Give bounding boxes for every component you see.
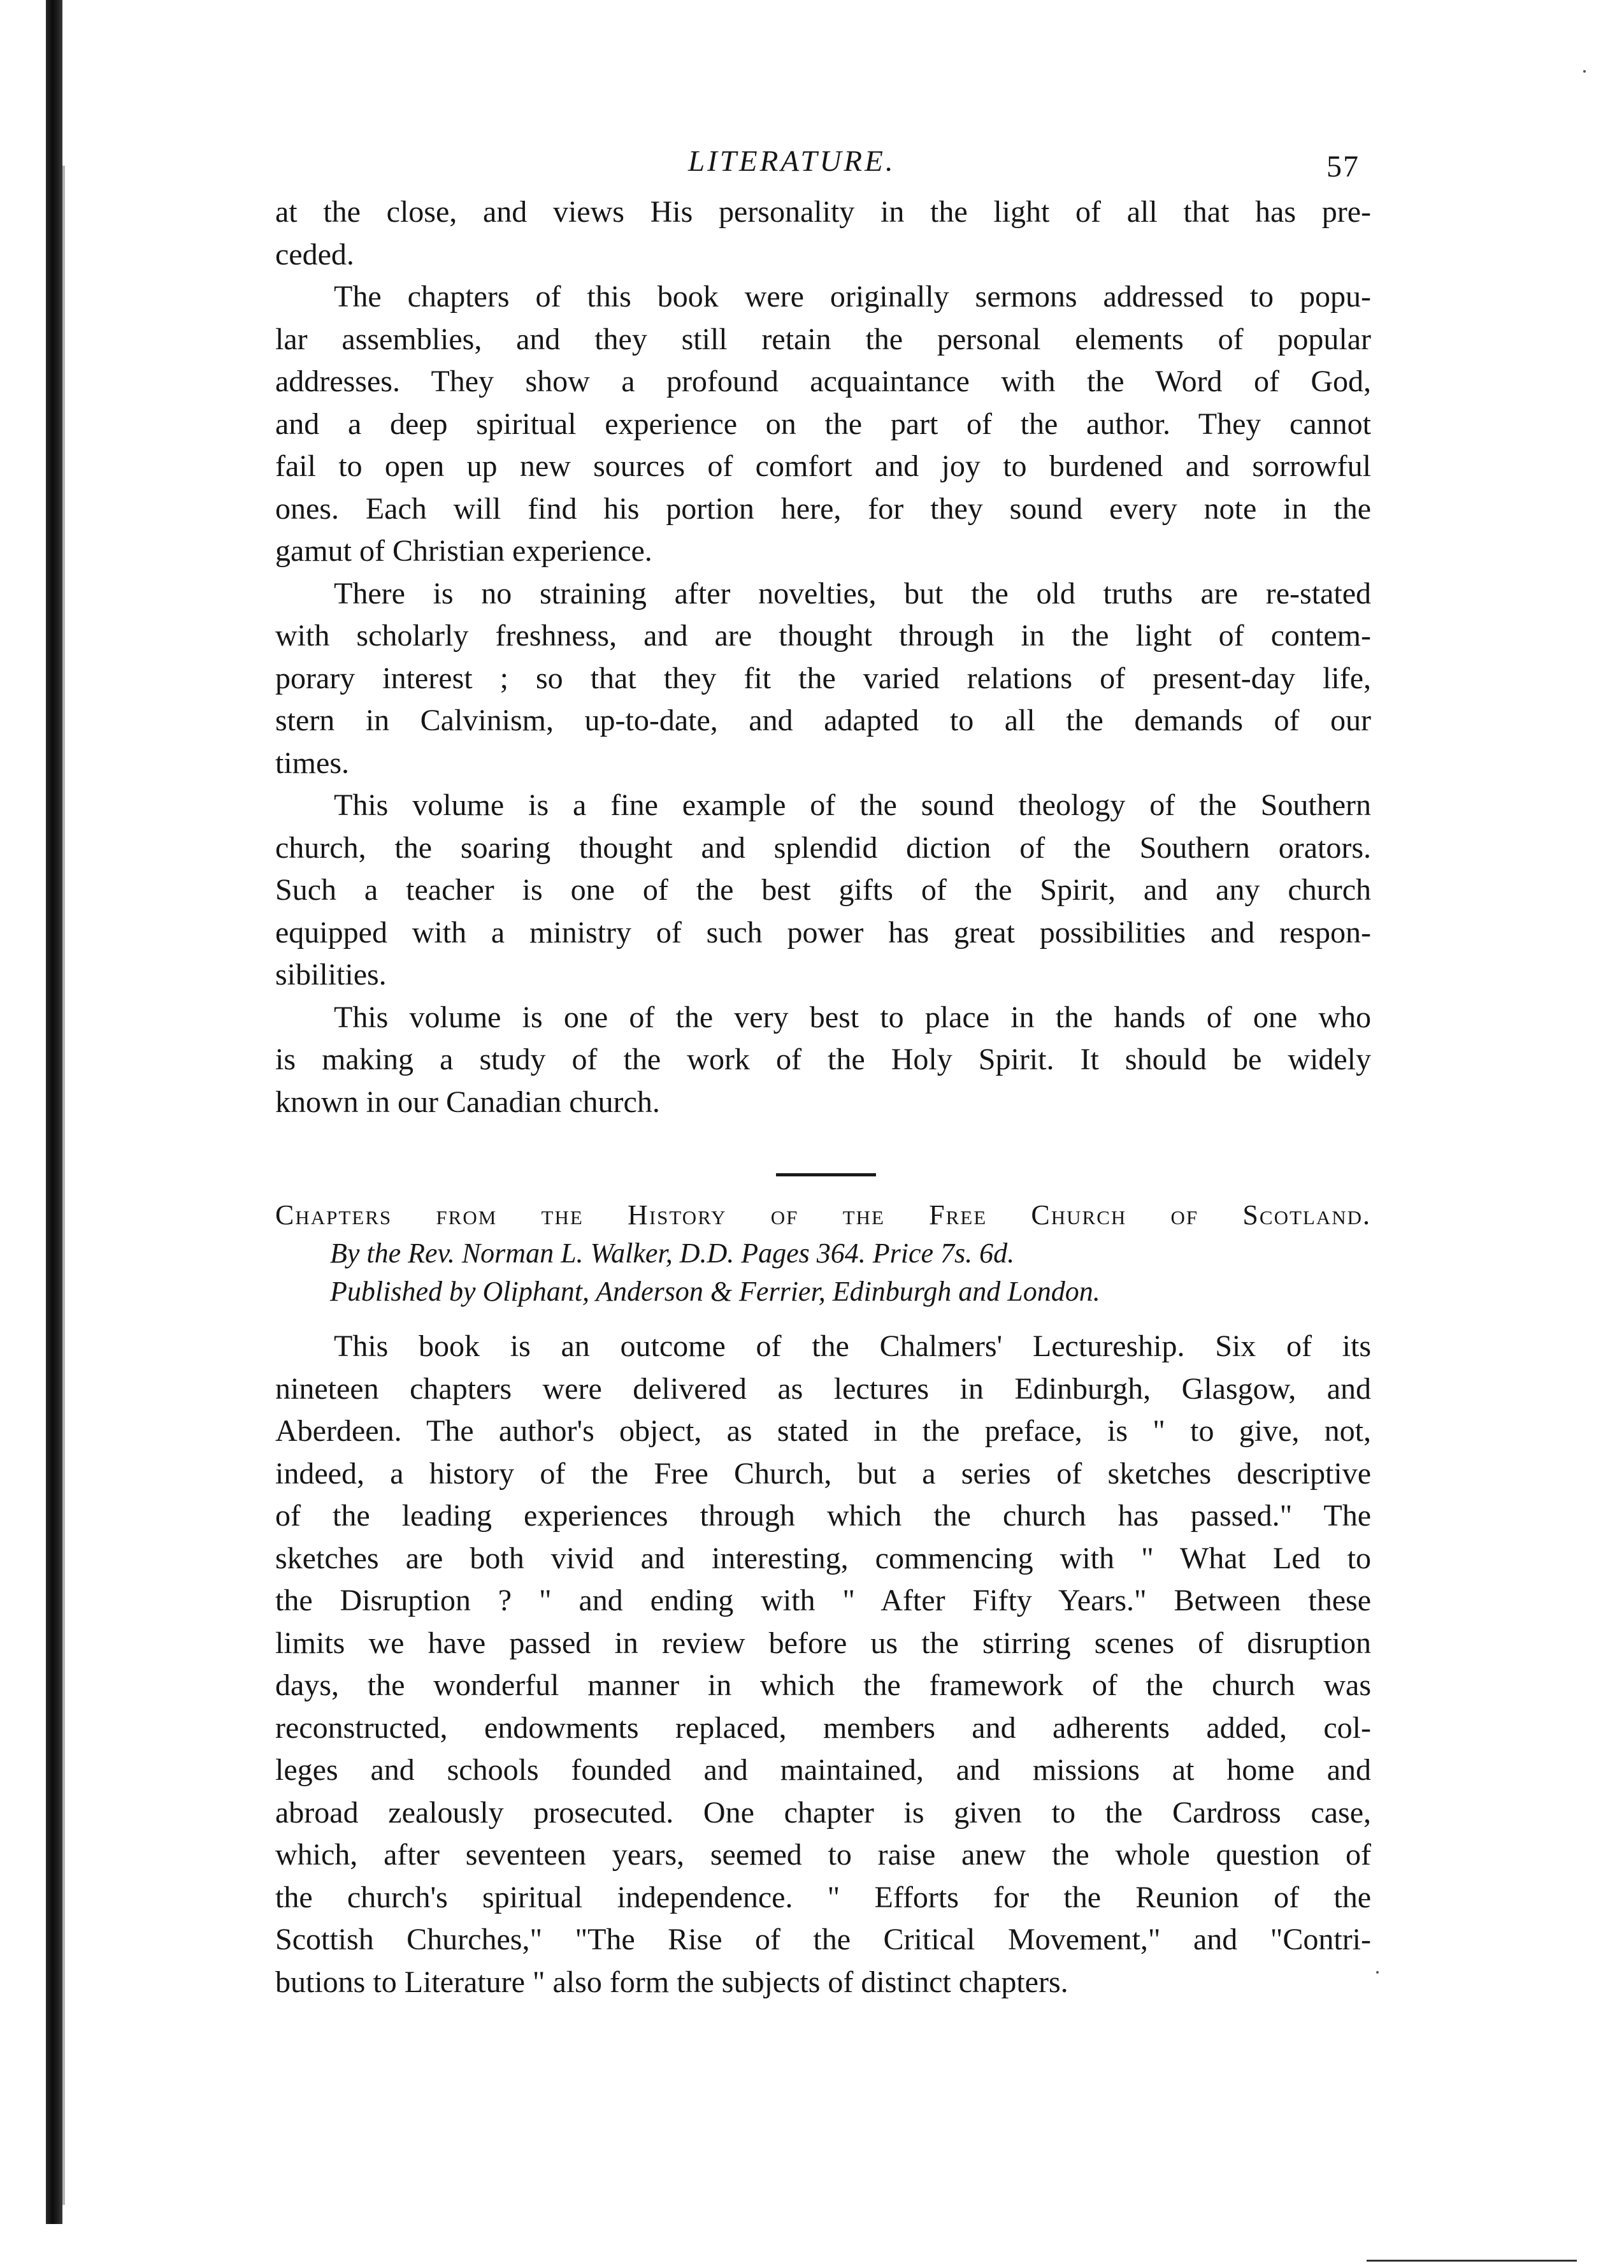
text-line: ceded. xyxy=(275,237,354,271)
text-line: church, the soaring thought and splendid diction of the Southern orators. xyxy=(275,830,1371,865)
text-line: The chapters of this book were originally sermons addressed to popu- xyxy=(334,280,1371,314)
text-line: leges and schools founded and maintained, and missions at home and xyxy=(275,1753,1371,1787)
book-heading xyxy=(275,1196,1371,1311)
text-line: butions to Literature " also form the subjects of distinct chapters. xyxy=(275,1965,1068,1999)
text-line: days, the wonderful manner in which the framework of the church was xyxy=(275,1668,1371,1702)
text-line: with scholarly freshness, and are thought through in the light of contem- xyxy=(275,619,1371,653)
text-line: fail to open up new sources of comfort and joy to burdened and sorrowful xyxy=(275,449,1371,483)
text-line: stern in Calvinism, up-to-date, and adapted to all the demands of our xyxy=(275,704,1371,737)
book-publisher-line: Published by Oliphant, Anderson & Ferrier, Edinburgh and London. xyxy=(330,1276,1100,1307)
text-line: gamut of Christian experience. xyxy=(275,534,652,568)
book-author-line: By the Rev. Norman L. Walker, D.D. Pages 364. Price 7s. 6d. xyxy=(330,1238,1015,1269)
text-line: Aberdeen. The author's object, as stated in the preface, is " to give, not, xyxy=(275,1414,1371,1448)
running-head: LITERATURE. xyxy=(688,145,896,178)
book-title: Chapters from the History of the Free Church of Scotland. xyxy=(275,1199,1371,1231)
text-line: ones. Each will find his portion here, for they sound every note in the xyxy=(275,491,1371,526)
text-line: at the close, and views His personality in the light of all that has pre- xyxy=(275,195,1371,229)
text-line: This volume is one of the very best to place in the hands of one who xyxy=(334,1000,1371,1034)
book-binding-shadow xyxy=(46,0,62,2224)
text-line: equipped with a ministry of such power has great possibilities and respon- xyxy=(275,915,1371,950)
text-line: There is no straining after novelties, but the old truths are re-stated xyxy=(334,576,1371,610)
scan-speck xyxy=(1583,70,1586,73)
text-line: sibilities. xyxy=(275,958,387,992)
second-review-text xyxy=(275,1325,1371,2004)
text-line: which, after seventeen years, seemed to raise anew the whole question of xyxy=(275,1838,1371,1872)
text-line: nineteen chapters were delivered as lectures in Edinburgh, Glasgow, and xyxy=(275,1371,1371,1406)
text-line: Such a teacher is one of the best gifts of the Spirit, and any church xyxy=(275,873,1371,907)
text-line: porary interest ; so that they fit the varied relations of present-day life, xyxy=(275,661,1371,695)
scan-edge-mark xyxy=(1367,2260,1577,2262)
text-line: lar assemblies, and they still retain the personal elements of popular xyxy=(275,322,1371,356)
text-line: the Disruption ? " and ending with " After Fifty Years." Between these xyxy=(275,1584,1371,1617)
page-number: 57 xyxy=(1326,150,1360,184)
text-line: is making a study of the work of the Holy Spirit. It should be widely xyxy=(275,1043,1371,1076)
text-line: indeed, a history of the Free Church, but a series of sketches descriptive xyxy=(275,1456,1371,1491)
text-line: and a deep spiritual experience on the part of the author. They cannot xyxy=(275,407,1371,441)
text-line: times. xyxy=(275,746,349,780)
text-line: sketches are both vivid and interesting, commencing with " What Led to xyxy=(275,1541,1371,1575)
text-line: Scottish Churches," "The Rise of the Critical Movement," and "Contri- xyxy=(275,1923,1371,1956)
binding-edge xyxy=(62,166,65,2205)
text-line: addresses. They show a profound acquaintance with the Word of God, xyxy=(275,365,1371,398)
section-divider xyxy=(776,1173,876,1176)
text-line: reconstructed, endowments replaced, members and adherents added, col- xyxy=(275,1710,1371,1745)
text-line: limits we have passed in review before us the stirring scenes of disruption xyxy=(275,1626,1371,1660)
first-review-text xyxy=(275,191,1371,1123)
scan-speck xyxy=(1376,1971,1379,1974)
text-line: of the leading experiences through which the church has passed." The xyxy=(275,1499,1371,1533)
text-line: known in our Canadian church. xyxy=(275,1085,660,1119)
text-line: This volume is a fine example of the sound theology of the Southern xyxy=(334,788,1371,822)
text-line: abroad zealously prosecuted. One chapter is given to the Cardross case, xyxy=(275,1795,1371,1830)
text-line: This book is an outcome of the Chalmers' Lectureship. Six of its xyxy=(334,1329,1371,1363)
text-line: the church's spiritual independence. " Efforts for the Reunion of the xyxy=(275,1880,1371,1914)
